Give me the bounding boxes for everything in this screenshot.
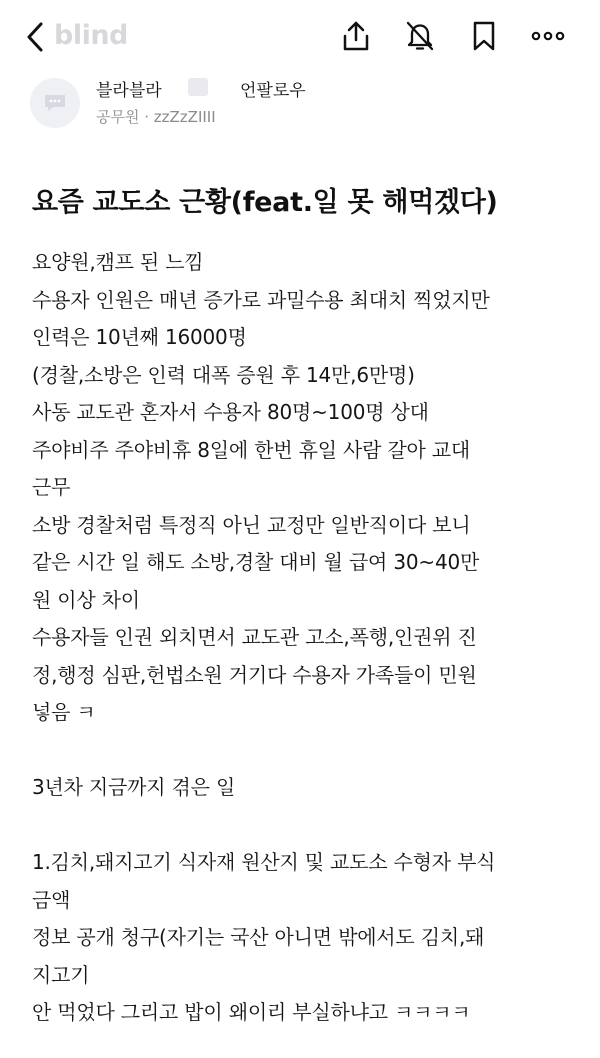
top-navigation-bar [0, 0, 600, 72]
body-line: 3년차 지금까지 겪은 일 [32, 775, 236, 799]
body-line: 수용자들 인권 외치면서 교도관 고소,폭행,인권위 진 [32, 625, 477, 649]
chat-bubble-icon [42, 92, 68, 114]
share-button[interactable] [338, 18, 374, 54]
body-line: 지고기 [32, 962, 90, 987]
body-line: 인력은 10년째 16000명 [32, 325, 247, 349]
body-line: 근무 [32, 475, 71, 499]
body-line: 수용자 인원은 매년 증가로 과밀수용 최대치 찍었지만 [32, 287, 490, 312]
bookmark-button[interactable] [466, 18, 502, 54]
body-line: 안 먹었다 그리고 밥이 왜이리 부실하냐고 ㅋㅋㅋㅋ [32, 1000, 471, 1024]
more-icon [531, 30, 565, 42]
post-body [32, 244, 577, 1032]
body-line: 금액 [32, 887, 71, 912]
more-options-button[interactable] [530, 18, 566, 54]
bell-off-icon [405, 20, 435, 52]
unfollow-button[interactable]: 언팔로우 [240, 81, 306, 101]
top-action-icons [338, 18, 566, 54]
body-line: 원 이상 차이 [32, 587, 140, 612]
author-meta: 공무원 · zzZzZIIII [96, 108, 216, 126]
body-line: 주야비주 주야비휴 8일에 한번 휴일 사람 갈아 교대 [32, 437, 471, 462]
body-line: 넣음 ㅋ [32, 700, 96, 724]
bookmark-icon [471, 20, 497, 52]
body-line: 1.김치,돼지고기 식자재 원산지 및 교도소 수형자 부식 [32, 850, 496, 874]
back-button[interactable] [18, 18, 52, 56]
app-logo: blind [54, 20, 128, 51]
body-line [32, 732, 577, 770]
post-title: 요즘 교도소 근황(feat.일 못 해먹겠다) [32, 187, 498, 218]
body-line: (경찰,소방은 인력 대폭 증원 후 14만,6만명) [32, 362, 415, 387]
author-section [30, 72, 570, 132]
author-name[interactable]: 블라블라 [96, 81, 162, 101]
body-line: 사동 교도관 혼자서 수용자 80명~100명 상대 [32, 400, 429, 424]
body-line: 같은 시간 일 해도 소방,경찰 대비 월 급여 30~40만 [32, 550, 480, 574]
body-line [32, 807, 577, 845]
redacted-mark [188, 78, 208, 96]
body-line: 요양원,캠프 된 느낌 [32, 250, 204, 274]
share-icon [341, 20, 371, 52]
chevron-left-icon [25, 21, 45, 53]
notification-off-button[interactable] [402, 18, 438, 54]
avatar[interactable] [30, 78, 80, 128]
body-line: 정,행정 심판,헌법소원 거기다 수용자 가족들이 민원 [32, 662, 477, 687]
body-line: 정보 공개 청구(자기는 국산 아니면 밖에서도 김치,돼 [32, 925, 485, 949]
body-line: 소방 경찰처럼 특정직 아닌 교정만 일반직이다 보니 [32, 512, 471, 537]
